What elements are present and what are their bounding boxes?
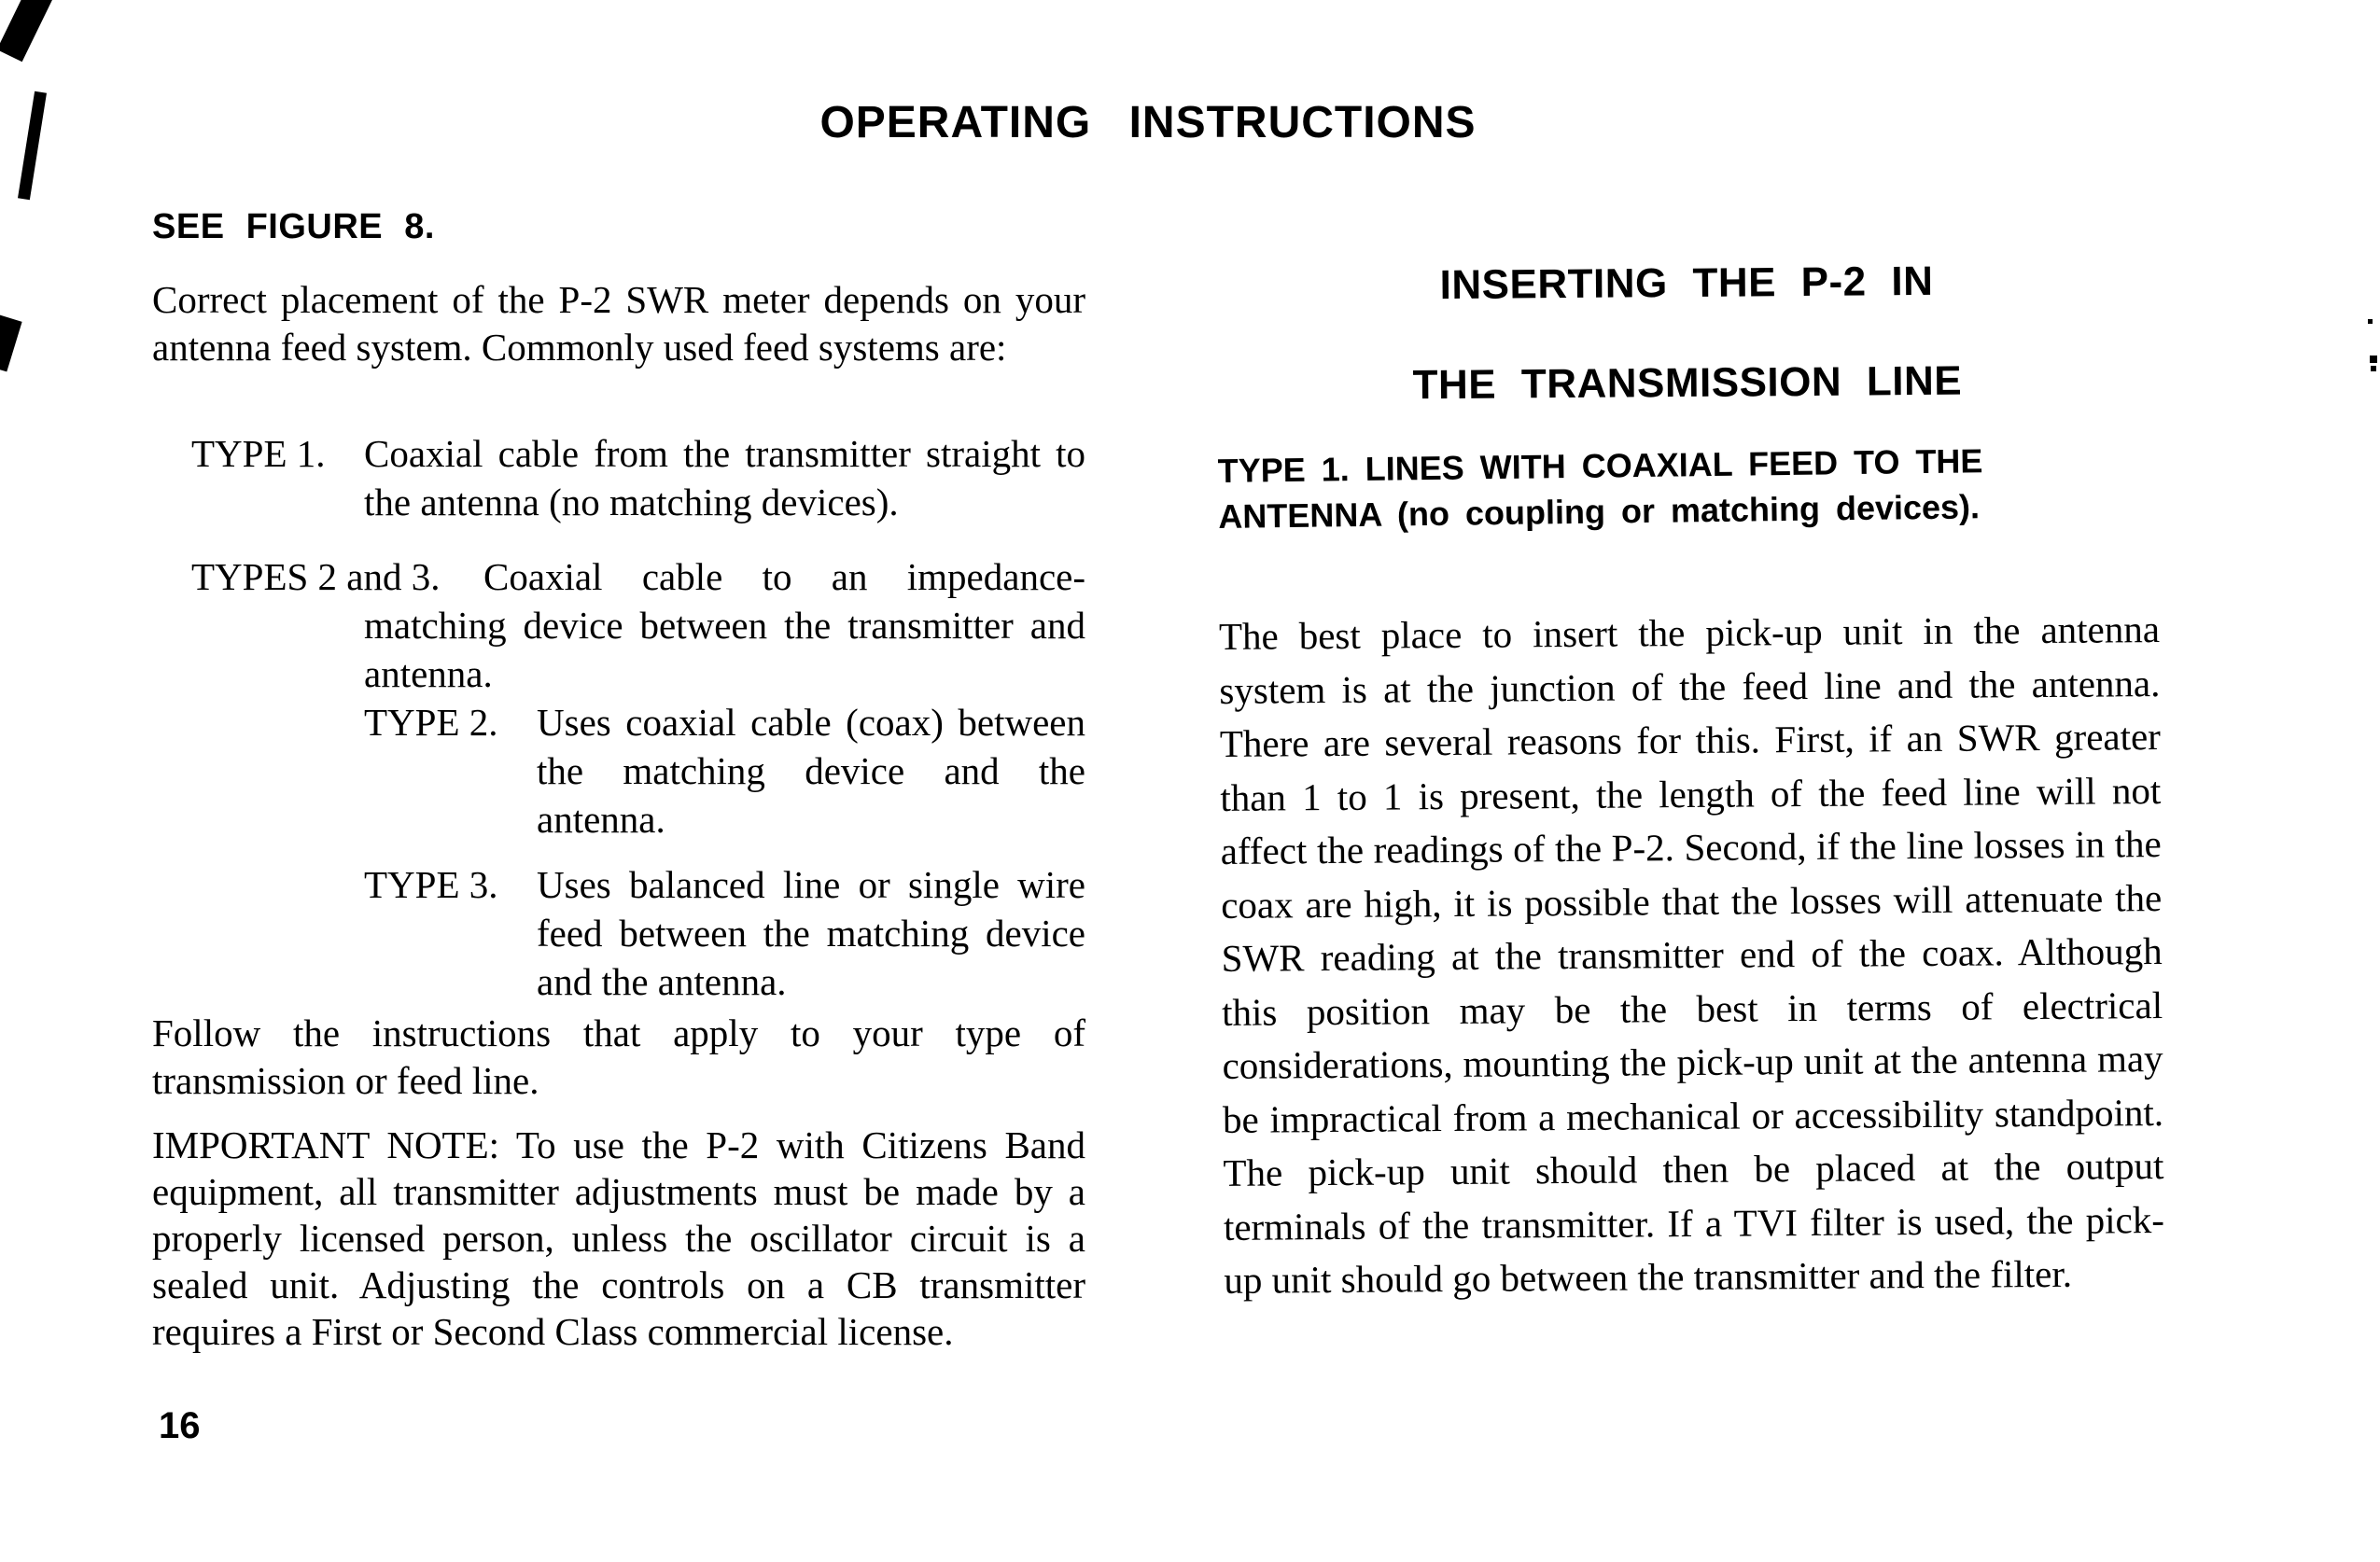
feed-type-description: Coaxial cable from the transmitter straight to the antenna (no matching devices). — [364, 432, 1085, 523]
see-figure-heading: SEE FIGURE 8. — [152, 207, 435, 246]
feed-type-description: Uses balanced line or single wire feed between the matching device and the antenna. — [537, 863, 1085, 1003]
left-column — [152, 0, 1085, 1558]
scan-artifact-left-edge — [0, 315, 22, 372]
intro-paragraph: Correct placement of the P-2 SWR meter depends on your antenna feed system. Commonly used feed systems are: — [152, 278, 1085, 369]
scan-artifact-right-edge-tick-top — [2370, 356, 2377, 363]
scan-artifact-right-edge-tick-bottom — [2371, 366, 2376, 371]
feed-type-label: TYPE 3. — [364, 863, 498, 906]
page-number: 16 — [159, 1405, 201, 1446]
type1-subheading-line-1: TYPE 1. LINES WITH COAXIAL FEED TO THE — [1217, 441, 1983, 490]
important-note-paragraph: IMPORTANT NOTE: To use the P-2 with Citizens Band equipment, all transmitter adjustments must be made by a properly licensed person, unless the oscillator circuit is a sealed unit. Adjusting the controls on a CB transmitter requires a First or Second Class commercial license. — [152, 1123, 1085, 1353]
feed-type-item-3 — [152, 698, 1085, 844]
feed-type-item-4 — [152, 860, 1085, 1006]
feed-type-item-1 — [152, 429, 1085, 526]
type1-subheading-line-2: ANTENNA (no coupling or matching devices). — [1218, 487, 1981, 536]
scan-artifact-right-edge-dot — [2368, 319, 2373, 324]
section-heading-line-1: INSERTING THE P-2 IN — [1439, 258, 1934, 309]
feed-type-description: Uses coaxial cable (coax) between the matching device and the antenna. — [537, 701, 1085, 841]
feed-type-label: TYPE 2. — [364, 701, 498, 744]
section-heading-line-2: THE TRANSMISSION LINE — [1412, 357, 1963, 409]
follow-paragraph: Follow the instructions that apply to your type of transmission or feed line. — [152, 1011, 1085, 1102]
feed-type-description: Coaxial cable to an impedance-matching device between the transmitter and antenna. — [364, 555, 1085, 695]
feed-type-item-2 — [152, 552, 1085, 698]
scan-artifact-top-left-1 — [0, 0, 57, 62]
type1-subheading — [1217, 436, 2159, 539]
page-title: OPERATING INSTRUCTIONS — [819, 98, 1477, 147]
feed-type-label: TYPE 1. — [191, 432, 326, 475]
right-column — [1214, 0, 2167, 1562]
feed-type-label: TYPES 2 and 3. — [191, 555, 441, 598]
body-paragraph: The best place to insert the pick-up unit in the antenna system is at the junction of the feed line and the antenna. There are several reasons for this. First, if an SWR greater than 1 to 1 is present, the length of the feed line will not affect the readings of the P-2. Second, if the line losses in the coax are high, it is possible that the losses will attenuate the SWR reading at the transmitter end of the coax. Although this position may be the best in terms of electrical considerations, mounting the pick-up unit at the antenna may be impractical from a mechanical or accessibility standpoint. The pick-up unit should then be placed at the output terminals of the transmitter. If a TVI filter is used, the pick-up unit should go between the transmitter and the filter. — [1218, 607, 2165, 1302]
